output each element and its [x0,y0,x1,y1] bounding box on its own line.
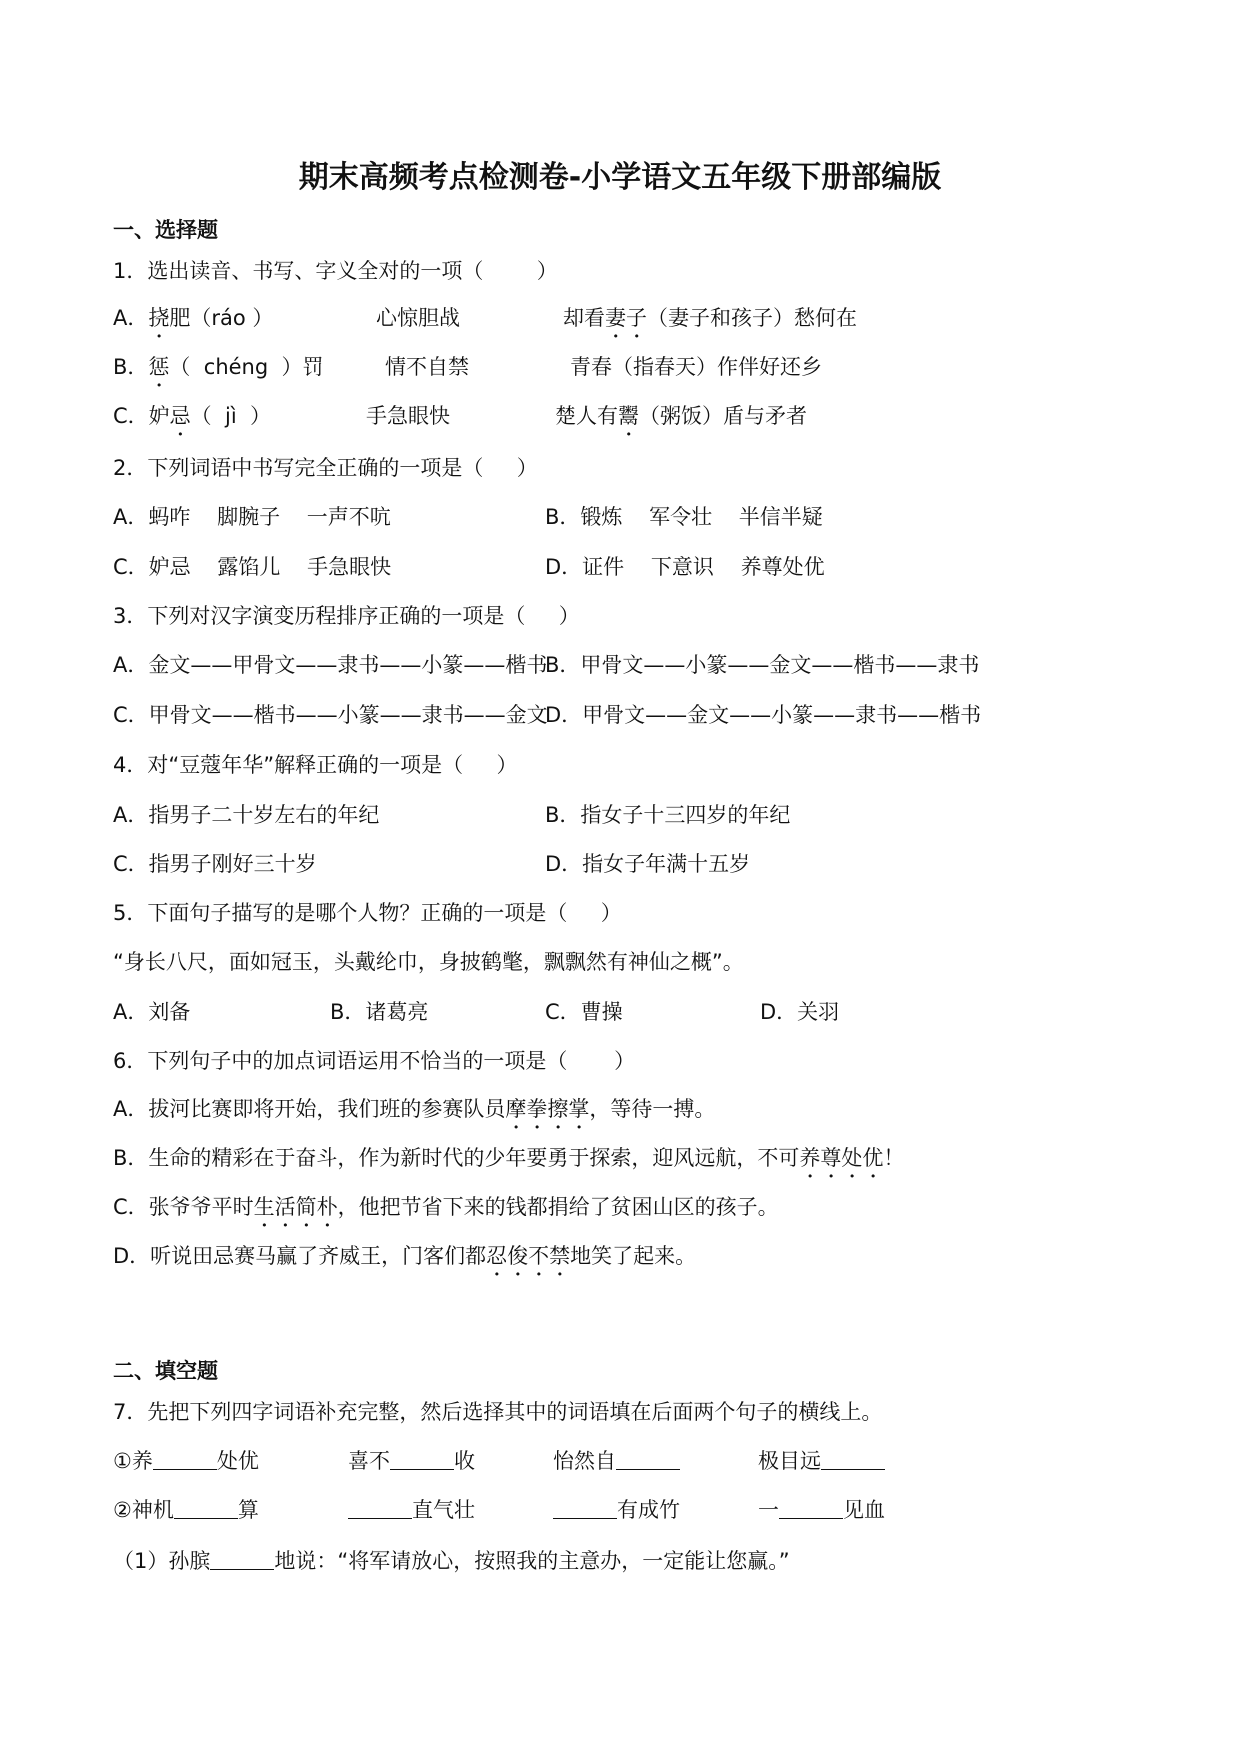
question-5-option-a: A．刘备 [113,1000,191,1024]
question-1-option-b-word: 情不自禁 [385,355,469,379]
question-2-option-c: C．妒忌 露馅儿 手急眼快 [113,555,392,579]
question-7-item-6: 直气壮 [348,1495,475,1525]
question-7-stem: 7．先把下列四字词语补充完整，然后选择其中的词语填在后面两个句子的横线上。 [113,1400,883,1424]
question-7-item-5: ②神机 算 [113,1498,259,1522]
question-4-option-b: B．指女子十三四岁的年纪 [545,803,791,827]
question-1-option-c: C．妒忌（ jì ） [113,404,272,428]
section-heading-choice: 一、选择题 [113,218,218,242]
fill-blank[interactable] [779,1498,843,1519]
question-6-option-b: B．生命的精彩在于奋斗，作为新时代的少年要勇于探索，迎风远航，不可养尊处优！ [113,1146,905,1170]
fill-blank[interactable] [153,1449,217,1470]
question-3-option-b: B．甲骨文——小篆——金文——楷书——隶书 [545,653,980,677]
question-6-option-c: C．张爷爷平时生活简朴，他把节省下来的钱都捐给了贫困山区的孩子。 [113,1195,779,1219]
fill-blank[interactable] [174,1498,238,1519]
question-2-option-a: A．蚂咋 脚腕子 一声不吭 [113,505,391,529]
question-6-option-a: A．拔河比赛即将开始，我们班的参赛队员摩拳擦掌，等待一搏。 [113,1097,716,1121]
question-5-option-b: B．诸葛亮 [330,1000,429,1024]
question-7-item-4: 极目远 [758,1446,885,1476]
fill-blank[interactable] [553,1498,617,1519]
question-3-stem: 3．下列对汉字演变历程排序正确的一项是（ ） [113,604,580,628]
question-2-option-d: D．证件 下意识 养尊处优 [545,555,825,579]
fill-blank[interactable] [616,1449,680,1470]
question-5-option-d: D．关羽 [760,1000,840,1024]
question-4-stem: 4．对“豆蔻年华”解释正确的一项是（ ） [113,753,518,777]
question-3-option-a: A．金文——甲骨文——隶书——小篆——楷书 [113,653,548,677]
question-1-stem: 1．选出读音、书写、字义全对的一项（ ） [113,259,558,283]
question-1-option-a-word: 心惊胆战 [376,306,460,330]
question-1-option-c-text: 楚人有鬻（粥饭）盾与矛者 [555,404,807,428]
page-title: 期末高频考点检测卷-小学语文五年级下册部编版 [298,160,942,195]
question-6-option-d: D．听说田忌赛马赢了齐威王，门客们都忍俊不禁地笑了起来。 [113,1244,697,1268]
question-2-option-b: B．锻炼 军令壮 半信半疑 [545,505,823,529]
question-7-item-1: ①养 处优 [113,1449,259,1473]
question-5-quote: “身长八尺，面如冠玉，头戴纶巾，身披鹤氅，飘飘然有神仙之概”。 [113,950,744,974]
fill-blank[interactable] [348,1498,412,1519]
question-1-option-b-poem: 青春（指春天）作伴好还乡 [570,355,822,379]
question-1-option-b: B．惩（ chéng ）罚 [113,355,324,379]
question-2-stem: 2．下列词语中书写完全正确的一项是（ ） [113,456,538,480]
question-1-option-a: A．挠肥（ráo ） [113,306,274,330]
question-3-option-c: C．甲骨文——楷书——小篆——隶书——金文 [113,703,548,727]
question-4-option-a: A．指男子二十岁左右的年纪 [113,803,380,827]
question-5-option-c: C．曹操 [545,1000,623,1024]
section-heading-fill-blank: 二、填空题 [113,1359,218,1383]
question-7-item-7: 有成竹 [553,1495,680,1525]
question-7-item-2: 喜不 收 [348,1449,475,1473]
fill-blank[interactable] [821,1449,885,1470]
fill-blank[interactable] [210,1549,274,1570]
question-1-option-c-word: 手急眼快 [366,404,450,428]
question-4-option-c: C．指男子刚好三十岁 [113,852,317,876]
question-6-stem: 6．下列句子中的加点词语运用不恰当的一项是（ ） [113,1049,636,1073]
question-4-option-d: D．指女子年满十五岁 [545,852,751,876]
fill-blank[interactable] [390,1449,454,1470]
question-7-item-3: 怡然自 [553,1446,680,1476]
question-7-sentence-1: （1）孙膑 地说：“将军请放心，按照我的主意办，一定能让您赢。” [113,1549,790,1573]
question-7-item-8: 一 见血 [758,1498,885,1522]
question-3-option-d: D．甲骨文——金文——小篆——隶书——楷书 [545,703,982,727]
question-5-stem: 5．下面句子描写的是哪个人物？正确的一项是（ ） [113,901,622,925]
question-1-option-a-poem: 却看妻子（妻子和孩子）愁何在 [563,306,857,330]
